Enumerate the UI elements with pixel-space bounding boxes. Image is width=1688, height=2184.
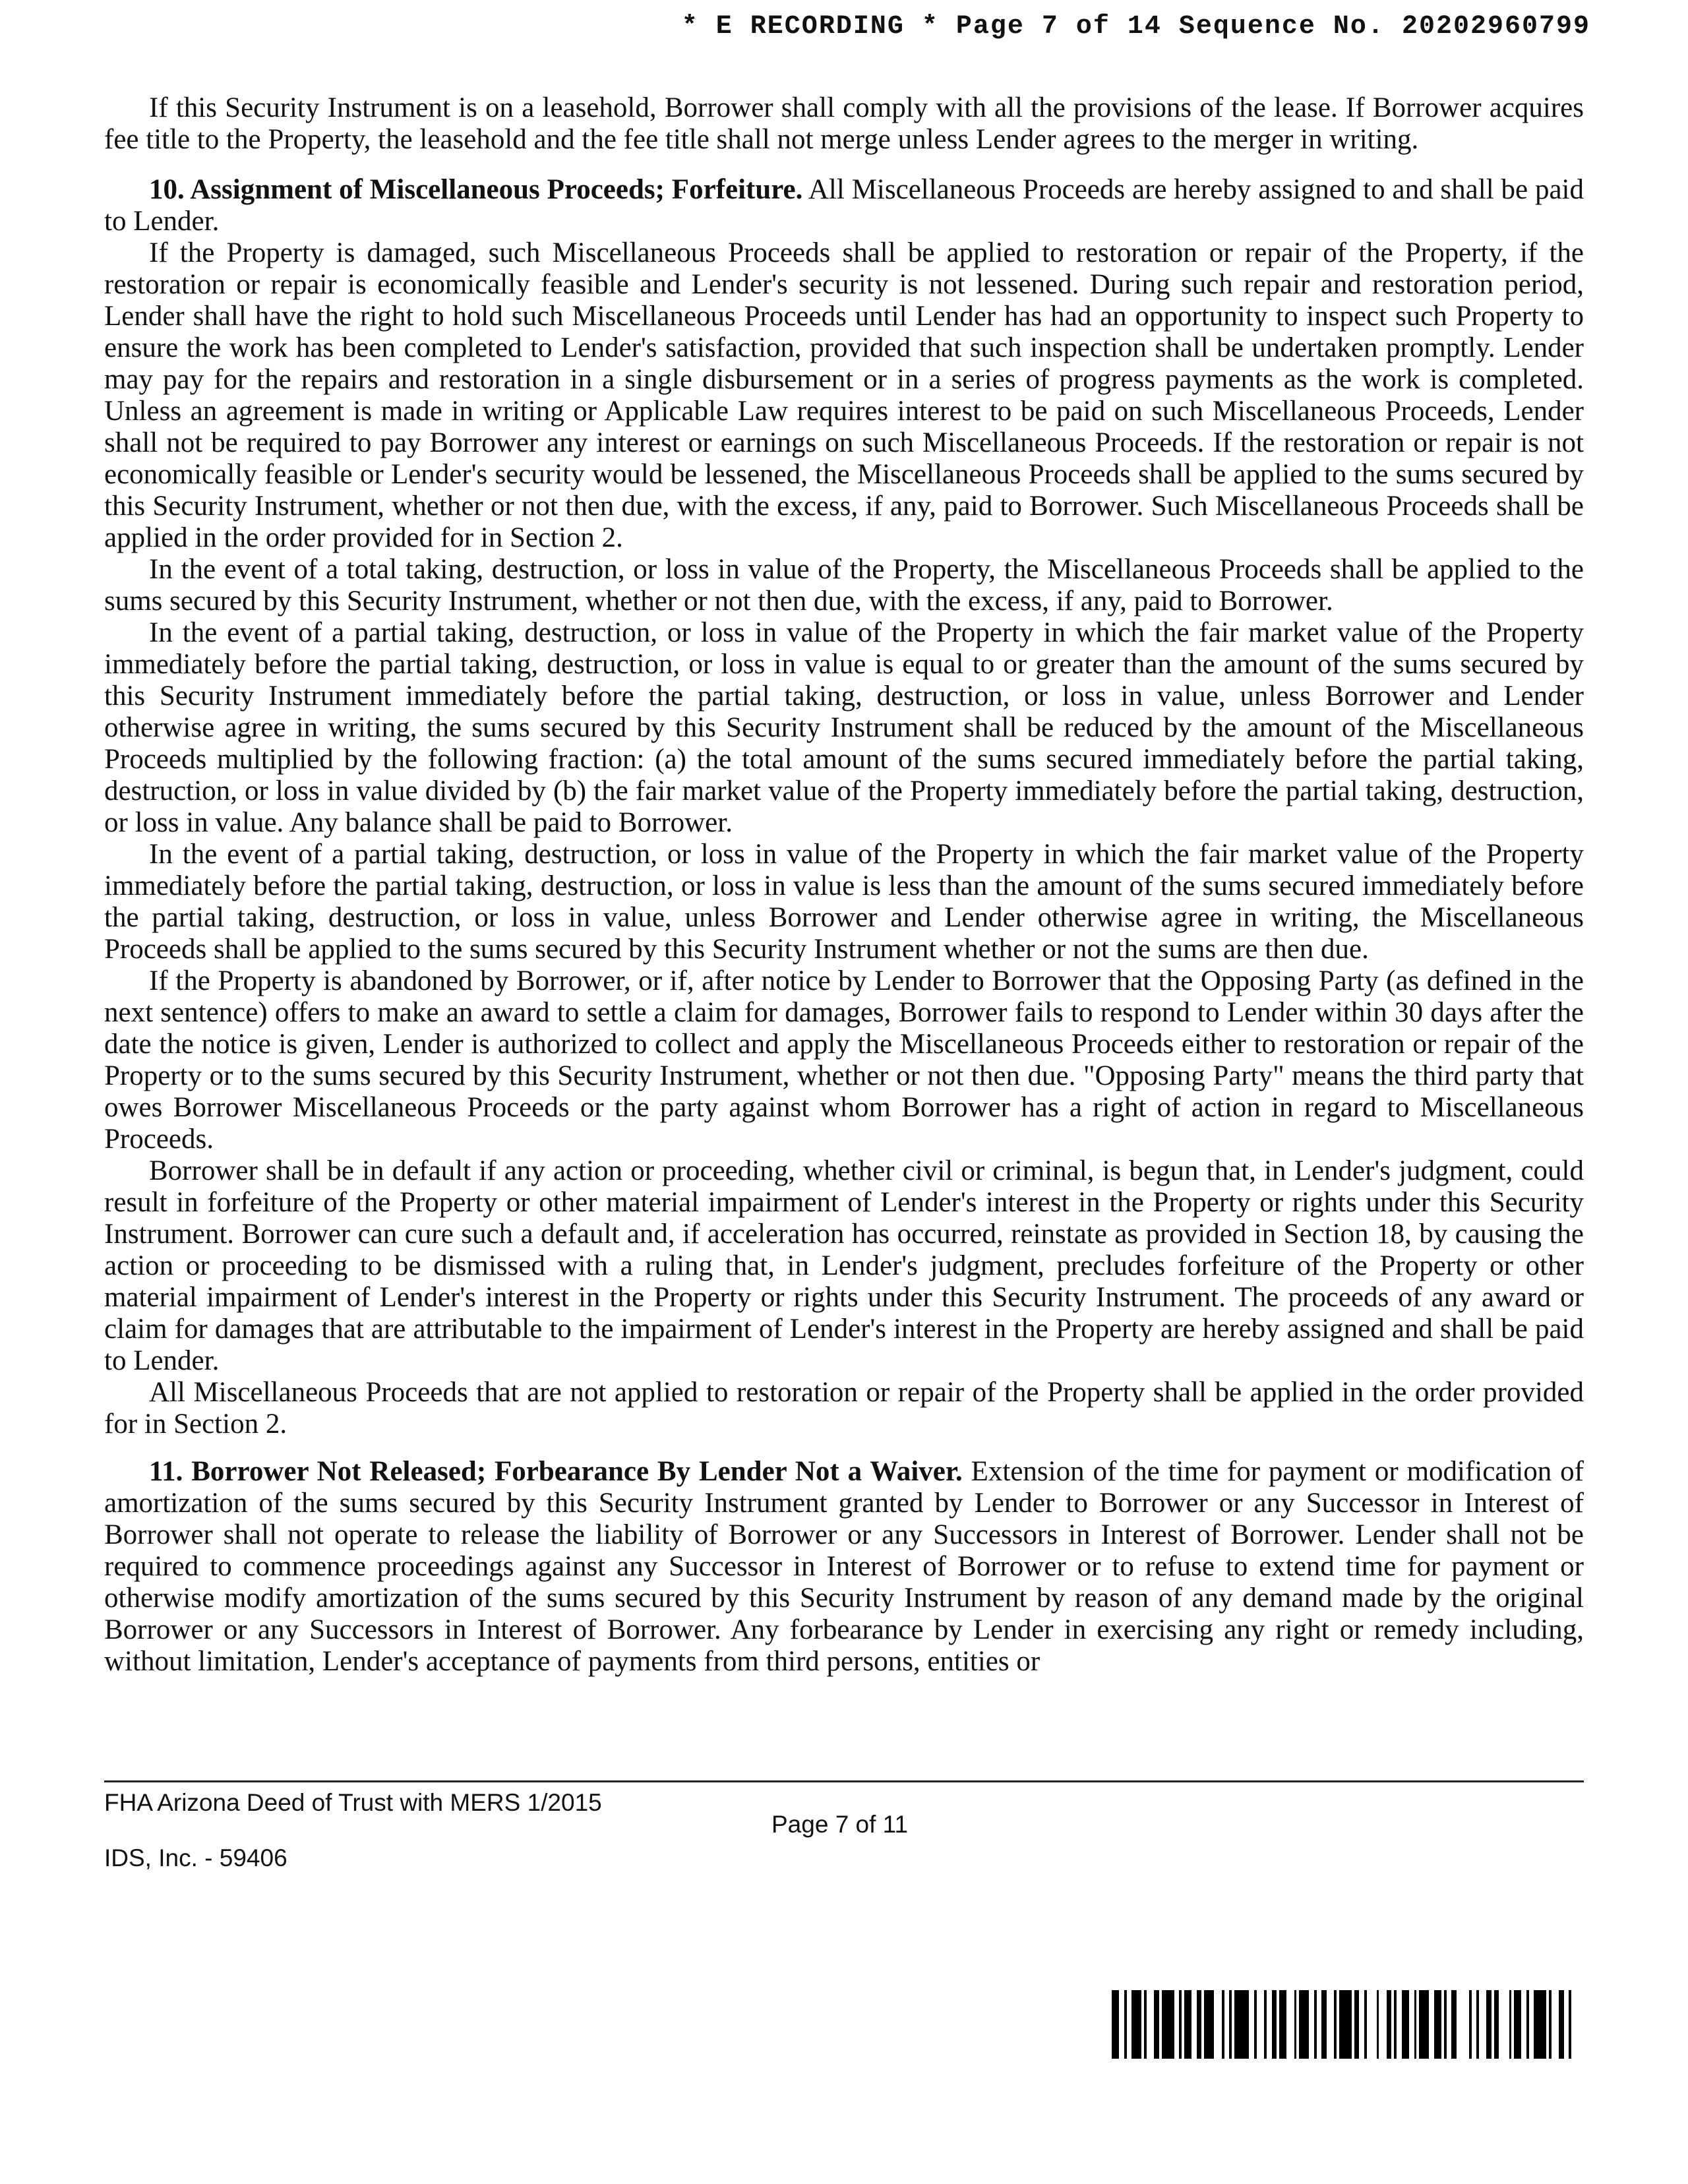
barcode-bar [1402, 1990, 1409, 2059]
barcode-bar [1339, 1990, 1352, 2059]
footer-left [104, 1788, 602, 1873]
section-11-paragraph [104, 1456, 1584, 1678]
barcode-bar [1162, 1990, 1174, 2059]
barcode-bar [1494, 1990, 1499, 2059]
barcode-bar [1571, 1990, 1579, 2059]
barcode-bar [1419, 1990, 1429, 2059]
section-10-paragraph: If the Property is abandoned by Borrower, or if, after notice by Lender to Borrower that the Opposing Party (as defined in the next sentence) offers to make an award to settle a claim for damages, Borrower fails to respond to Lender within 30 days after the date the notice is given, Lender is authorized to collect and apply the Miscellaneous Proceeds either to restoration or repair of the Property or to the sums secured by this Security Instrument, whether or not then due. "Opposing Party" means the third party that owes Borrower Miscellaneous Proceeds or the party against whom Borrower has a right of action in regard to Miscellaneous Proceeds. [104, 965, 1584, 1155]
barcode-bar [1119, 1990, 1124, 2059]
section-11-text: Extension of the time for payment or modification of amortization of the sums secured by this Security Instrument granted by Lender to Borrower or any Successor in Interest of Borrower shall not operate to release the liability of Borrower or any Successors in Interest of Borrower. Lender shall not be required to commence proceedings against any Successor in Interest of Borrower or to refuse to extend time for payment or otherwise modify amortization of the sums secured by this Security Instrument by reason of any demand made by the original Borrower or any Successors in Interest of Borrower. Any forbearance by Lender in exercising any right or remedy including, without limitation, Lender's acceptance of payments from third persons, entities or [104, 1456, 1584, 1677]
barcode-bar [1267, 1990, 1272, 2059]
section-10-intro [104, 174, 1584, 237]
barcode-bar [1367, 1990, 1377, 2059]
barcode-bar [1309, 1990, 1314, 2059]
barcode-bar [1564, 1990, 1569, 2059]
barcode-bar [1451, 1990, 1457, 2059]
barcode-bar [1191, 1990, 1197, 2059]
barcode-bar [1499, 1990, 1509, 2059]
barcode-bar [1279, 1990, 1286, 2059]
section-10-paragraph: In the event of a partial taking, destruction, or loss in value of the Property in which the fair market value of the Property immediately before the partial taking, destruction, or loss in value is less than the amount of the sums secured immediately before the partial taking, destruction, or loss in value, unless Borrower and Lender otherwise agree in writing, the Miscellaneous Proceeds shall be applied to the sums secured by this Security Instrument whether or not the sums are then due. [104, 839, 1584, 965]
barcode-bar [1514, 1990, 1521, 2059]
barcode-bar [1299, 1990, 1309, 2059]
barcode-bar [1552, 1990, 1559, 2059]
footer-vendor: IDS, Inc. - 59406 [104, 1844, 287, 1871]
barcode-bar [1204, 1990, 1214, 2059]
barcode-bar [1397, 1990, 1402, 2059]
barcode-bar [1127, 1990, 1132, 2059]
barcode-bar [1224, 1990, 1230, 2059]
barcode-bar [1486, 1990, 1492, 2059]
barcode-bar [1174, 1990, 1180, 2059]
barcode-bar [1434, 1990, 1441, 2059]
barcode [1112, 1990, 1580, 2059]
barcode-bar [1327, 1990, 1334, 2059]
barcode-bar [1354, 1990, 1360, 2059]
section-10-heading: 10. Assignment of Miscellaneous Proceeds; Forfeiture. [149, 174, 803, 205]
barcode-bar [1447, 1990, 1452, 2059]
barcode-bar [1154, 1990, 1159, 2059]
section-10-paragraph: In the event of a partial taking, destruction, or loss in value of the Property in which the fair market value of the Property immediately before the partial taking, destruction, or loss in value is equal to or greater than the amount of the sums secured by this Security Instrument immediately before the partial taking, destruction, or loss in value, unless Borrower and Lender otherwise agree in writing, the sums secured by this Security Instrument shall be reduced by the amount of the Miscellaneous Proceeds multiplied by the following fraction: (a) the total amount of the sums secured immediately before the partial taking, destruction, or loss in value divided by (b) the fair market value of the Property immediately before the partial taking, destruction, or loss in value. Any balance shall be paid to Borrower. [104, 617, 1584, 838]
barcode-bar [1214, 1990, 1221, 2059]
barcode-bar [1387, 1990, 1392, 2059]
section-10-paragraph: Borrower shall be in default if any action or proceeding, whether civil or criminal, is begun that, in Lender's judgment, could result in forfeiture of the Property or other material impairment of Lender's interest in the Property or rights under this Security Instrument. Borrower can cure such a default and, if acceleration has occurred, reinstate as provided in Section 18, by causing the action or proceeding to be dismissed with a ruling that, in Lender's judgment, precludes forfeiture of the Property or other material impairment of Lender's interest in the Property or rights under this Security Instrument. The proceeds of any award or claim for damages that are attributable to the impairment of Lender's interest in the Property are hereby assigned and shall be paid to Lender. [104, 1155, 1584, 1376]
barcode-bar [1317, 1990, 1322, 2059]
barcode-bar [1249, 1990, 1254, 2059]
barcode-bar [1521, 1990, 1526, 2059]
barcode-bar [1472, 1990, 1477, 2059]
barcode-bar [1359, 1990, 1364, 2059]
barcode-bar [1147, 1990, 1154, 2059]
section-10-paragraph: In the event of a total taking, destruction, or loss in value of the Property, the Miscellaneous Proceeds shall be applied to the sums secured by this Security Instrument, whether or not then due, with the excess, if any, paid to Borrower. [104, 554, 1584, 617]
section-10-paragraph: If the Property is damaged, such Miscellaneous Proceeds shall be applied to restoration or repair of the Property, if the restoration or repair is economically feasible and Lender's security is not lessened. During such repair and restoration period, Lender shall have the right to hold such Miscellaneous Proceeds until Lender has had an opportunity to inspect such Property to ensure the work has been completed to Lender's satisfaction, provided that such inspection shall be undertaken promptly. Lender may pay for the repairs and restoration in a single disbursement or in a series of progress payments as the work is completed. Unless an agreement is made in writing or Applicable Law requires interest to be paid on such Miscellaneous Proceeds, Lender shall not be required to pay Borrower any interest or earnings on such Miscellaneous Proceeds. If the restoration or repair is not economically feasible or Lender's security would be lessened, the Miscellaneous Proceeds shall be applied to the sums secured by this Security Instrument, whether or not then due, with the excess, if any, paid to Borrower. Such Miscellaneous Proceeds shall be applied in the order provided for in Section 2. [104, 237, 1584, 553]
footer-divider [104, 1780, 1584, 1782]
barcode-bar [1131, 1990, 1141, 2059]
barcode-bar [1286, 1990, 1294, 2059]
barcode-bar [1479, 1990, 1486, 2059]
barcode-bar [1257, 1990, 1264, 2059]
document-body [104, 92, 1584, 1678]
barcode-bar [1112, 1990, 1119, 2059]
leasehold-paragraph: If this Security Instrument is on a leasehold, Borrower shall comply with all the provisions of the lease. If Borrower acquires fee title to the Property, the leasehold and the fee title shall not merge unless Lender agrees to the merger in writing. [104, 92, 1584, 155]
barcode-bar [1429, 1990, 1434, 2059]
barcode-bar [1321, 1990, 1327, 2059]
barcode-bar [1272, 1990, 1277, 2059]
section-11-heading: 11. Borrower Not Released; Forbearance By Lender Not a Waiver. [149, 1456, 963, 1487]
barcode-bar [1457, 1990, 1469, 2059]
footer-page-number: Page 7 of 11 [771, 1811, 909, 1838]
barcode-bar [1234, 1990, 1250, 2059]
section-10-paragraph: All Miscellaneous Proceeds that are not applied to restoration or repair of the Property shall be applied in the order provided for in Section 2. [104, 1377, 1584, 1440]
barcode-bar [1379, 1990, 1386, 2059]
barcode-bar [1184, 1990, 1191, 2059]
section-10-intro-text: All Miscellaneous Proceeds are hereby assigned to and shall be paid to Lender. [104, 174, 1584, 237]
barcode-bar [1409, 1990, 1414, 2059]
barcode-bar [1197, 1990, 1202, 2059]
recording-header: * E RECORDING * Page 7 of 14 Sequence No. 20202960799 [681, 12, 1590, 42]
barcode-bar [1534, 1990, 1546, 2059]
barcode-bar [1529, 1990, 1534, 2059]
barcode-bar [1559, 1990, 1564, 2059]
footer-form-name: FHA Arizona Deed of Trust with MERS 1/2015 [104, 1789, 602, 1816]
